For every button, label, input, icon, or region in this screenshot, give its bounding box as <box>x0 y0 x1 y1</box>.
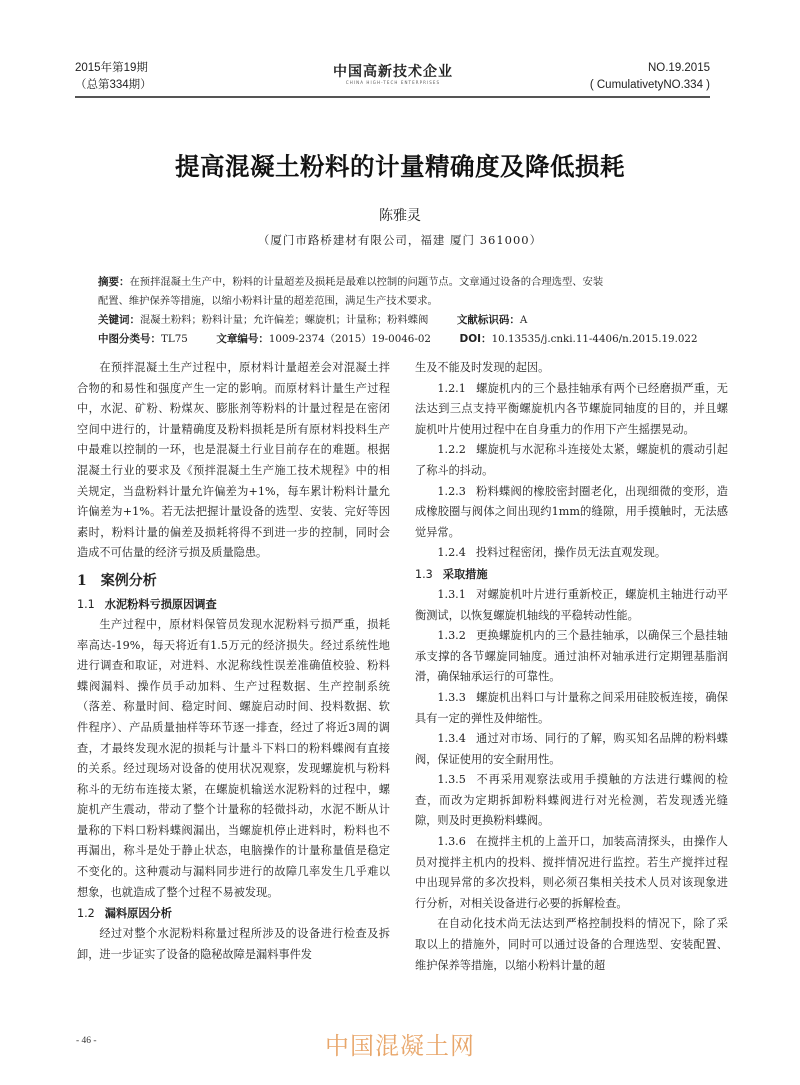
issue-number-cn: 2015年第19期 <box>75 62 148 74</box>
article-metadata <box>98 273 718 349</box>
left-column <box>77 358 390 965</box>
journal-name-en: CHINA HIGH-TECH ENTERPRISES <box>345 80 441 85</box>
section-1-2-title: 漏料原因分析 <box>104 907 172 921</box>
item-1-2-1 <box>415 379 728 441</box>
item-text: 螺旋机内的三个悬挂轴承有两个已经磨损严重，无法达到三点支持平衡螺旋机内各节螺旋同轴度的目的，并且螺旋机叶片使用过程中在自身重力的作用下产生摇摆晃动。 <box>415 381 728 436</box>
article-number: 1009-2374（2015）19-0046-02 <box>268 333 431 345</box>
issue-info-en <box>590 60 710 94</box>
section-1-1-heading <box>77 594 390 615</box>
abstract <box>98 273 718 292</box>
abstract-text-line1: 在预拌混凝土生产中，粉料的计量超差及损耗是最难以控制的问题节点。文章通过设备的合理选型、安装 <box>129 276 604 288</box>
item-text: 螺旋机出料口与计量称之间采用硅胶板连接，确保具有一定的弹性及伸缩性。 <box>415 690 728 725</box>
item-1-3-1 <box>415 585 728 626</box>
item-text: 对螺旋机叶片进行重新校正，螺旋机主轴进行动平衡测试，以恢复螺旋机轴线的平稳转动性能。 <box>415 587 728 622</box>
item-number: 1.3.1 <box>437 587 466 601</box>
closing-paragraph: 在自动化技术尚无法达到严格控制投料的情况下，除了采取以上的措施外，同时可以通过设备的合理选型、安装配置、维护保养等措施，以缩小粉料计量的超 <box>415 917 728 972</box>
section-1-3-title: 采取措施 <box>442 567 488 581</box>
classification-row <box>98 330 718 349</box>
keywords-text: 混凝土粉料；粉料计量；允许偏差；螺旋机；计量称；粉料蝶阀 <box>140 314 429 326</box>
item-number: 1.2.1 <box>437 381 466 395</box>
article-number-label: 文章编号： <box>216 333 269 345</box>
section-1-2-paragraph-start: 经过对整个水泥粉料称量过程所涉及的设备进行检查及拆卸，进一步证实了设备的隐秘故障是漏料事件发 <box>77 927 390 961</box>
item-text: 螺旋机与水泥称斗连接处太紧，螺旋机的震动引起了称斗的抖动。 <box>415 443 728 477</box>
section-1-1-number: 1.1 <box>77 597 95 611</box>
article-author: 陈雅灵 <box>379 208 421 224</box>
abstract-text-line2: 配置、维护保养等措施，以缩小粉料计量的超差范围，满足生产技术要求。 <box>98 295 438 307</box>
doi-label: DOI： <box>459 333 492 345</box>
running-header <box>75 60 710 94</box>
cumulative-number-en: ( CumulativetyNO.334 ) <box>589 79 710 91</box>
item-1-3-6 <box>415 832 728 914</box>
section-1-3-heading <box>415 564 728 585</box>
doc-code-label: 文献标识码： <box>456 314 520 326</box>
section-1-2-number: 1.2 <box>77 907 95 921</box>
keywords-label: 关键词： <box>98 314 140 326</box>
clc-code: TL75 <box>161 333 188 345</box>
item-number: 1.3.4 <box>437 732 466 746</box>
doi: 10.13535/j.cnki.11-4406/n.2015.19.022 <box>491 333 698 345</box>
issue-number-en: NO.19.2015 <box>647 62 710 74</box>
section-1-3-number: 1.3 <box>415 567 433 581</box>
item-1-2-3 <box>415 482 728 544</box>
right-column <box>415 358 728 976</box>
item-text: 通过对市场、同行的了解，购买知名品牌的粉料蝶阀，保证使用的安全耐用性。 <box>415 732 728 766</box>
section-1-heading: 1 案例分析 <box>77 572 157 589</box>
item-1-2-2 <box>415 440 728 481</box>
author-affiliation: （厦门市路桥建材有限公司，福建 厦门 361000） <box>257 233 543 247</box>
section-1-2-paragraph-end: 生及不能及时发现的起因。 <box>415 361 550 374</box>
item-number: 1.3.3 <box>437 690 466 704</box>
cumulative-number-cn: （总第334期） <box>75 79 152 91</box>
item-number: 1.3.6 <box>437 835 466 849</box>
item-1-3-4 <box>415 729 728 770</box>
item-number: 1.3.2 <box>437 629 466 643</box>
journal-logo <box>333 64 453 86</box>
page-number: - 46 - <box>76 1036 97 1046</box>
item-text: 粉料蝶阀的橡胶密封圈老化，出现细微的变形，造成橡胶圈与阀体之间出现约1mm的缝隙，用手摸触时，无法感觉异常。 <box>415 484 728 539</box>
issue-info-cn <box>75 60 152 94</box>
item-1-3-5 <box>415 770 728 832</box>
section-1-1-title: 水泥粉料亏损原因调查 <box>104 597 217 611</box>
item-number: 1.2.4 <box>437 546 466 560</box>
section-1-1-paragraph: 生产过程中，原材料保管员发现水泥粉料亏损严重，损耗率高达-19%，每天将近有1.5万元的经济损失。经过系统性地进行调查和取证，对进料、水泥称线性误差准确值校验、粉料蝶阀漏料、操作员手动加料、生产过程数据、生产控制系统（落差、称量时间、稳定时间、螺旋启动时间、投料数据、软件程序）、产品质量抽样等环节逐一排查，经过了将近3周的调查，才最终发现水泥的损耗与计量斗下料口的粉料蝶阀有直接的关系。经过现场对设备的使用状况观察，发现螺旋机与粉料称斗的无纺布连接太紧，在螺旋机输送水泥粉料的过程中，螺旋机产生震动，带动了整个计量称的轻微抖动，水泥不断从计量称的下料口粉料蝶阀漏出，当螺旋机停止进料时，粉料也不再漏出，称斗是处于静止状态，电脑操作的计量称量值是稳定不变化的。这种震动与漏料同步进行的故障几率发生几乎难以想象，也就造成了整个过程不易被发现。 <box>77 617 390 899</box>
article-title: 提高混凝土粉料的计量精确度及降低损耗 <box>175 152 625 181</box>
keywords-row <box>98 311 718 330</box>
item-1-3-2 <box>415 626 728 688</box>
item-text: 投料过程密闭，操作员无法直观发现。 <box>475 546 667 560</box>
item-text: 在搅拌主机的上盖开口，加装高清探头，由操作人员对搅拌主机内的投料、搅拌情况进行监控。若生产搅拌过程中出现异常的多次投料，则必须召集相关技术人员对该现象进行分析，对相关设备进行必要的拆解检查。 <box>415 835 728 910</box>
watermark-text: 中国混凝土网 <box>325 1032 475 1060</box>
item-text: 更换螺旋机内的三个悬挂轴承，以确保三个悬挂轴承支撑的各节螺旋同轴度。通过油杯对轴承进行定期锂基脂润滑，确保轴承运行的可靠性。 <box>415 629 728 684</box>
section-1-2-heading <box>77 903 390 924</box>
item-number: 1.2.3 <box>437 484 466 498</box>
clc-label: 中图分类号： <box>98 333 161 345</box>
item-number: 1.3.5 <box>437 773 466 787</box>
header-divider <box>75 96 710 98</box>
abstract-label: 摘要： <box>98 276 130 288</box>
item-1-3-3 <box>415 688 728 729</box>
item-text: 不再采用观察法或用手摸触的方法进行蝶阀的检查，而改为定期拆卸粉料蝶阀进行对光检测，若发现透光缝隙，则及时更换粉料蝶阀。 <box>415 773 728 828</box>
item-number: 1.2.2 <box>437 443 466 457</box>
item-1-2-4 <box>415 543 728 564</box>
intro-paragraph: 在预拌混凝土生产过程中，原材料计量超差会对混凝土拌合物的和易性和强度产生一定的影响。而原材料计量生产过程中，水泥、矿粉、粉煤灰、膨胀剂等粉料的计量过程是在密闭空间中进行的，计量精确度及粉料损耗是所有原材料投料生产中最难以控制的一环，也是混凝土行业目前存在的难题。根据混凝土行业的要求及《预拌混凝土生产施工技术规程》中的相关规定，当盘粉料计量允许偏差为+1%，每车累计粉料计量允许偏差为+1%。若无法把握计量设备的选型、安装、完好等因素时，粉料计量的偏差及损耗将得不到进一步的控制，同时会造成不可估量的经济亏损及质量隐患。 <box>77 361 390 560</box>
journal-name-cn: 中国高新技术企业 <box>333 64 453 80</box>
doc-code: A <box>519 314 528 326</box>
